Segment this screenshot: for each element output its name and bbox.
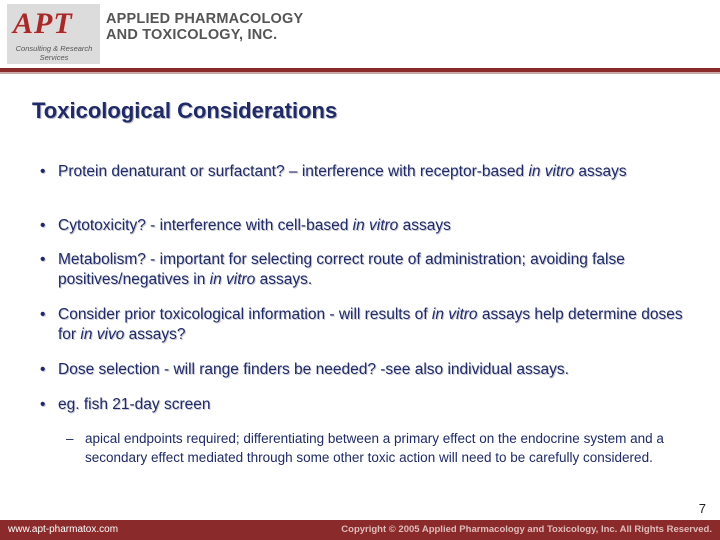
footer-url[interactable]: www.apt-pharmatox.com — [8, 524, 119, 535]
emphasis-text: in vitro — [528, 163, 575, 180]
logo-tagline-line2: Services — [39, 53, 69, 62]
sub-bullet-dash: – — [66, 431, 74, 446]
emphasis-text: in vitro — [352, 217, 399, 234]
footer-copyright: Copyright © 2005 Applied Pharmacology and Toxicology, Inc. All Rights Reserved. — [341, 524, 712, 535]
slide-title: Toxicological Considerations — [32, 98, 338, 123]
company-name-line1: APPLIED PHARMACOLOGY — [106, 11, 304, 27]
company-name-line2: AND TOXICOLOGY, INC. — [106, 27, 278, 43]
bullet-item — [40, 360, 690, 380]
bullet-dot: • — [40, 396, 46, 413]
emphasis-text: in vitro — [209, 271, 256, 288]
logo-mark: APT — [13, 7, 73, 40]
logo-tagline-line1: Consulting & Research — [15, 44, 93, 53]
bullet-item — [40, 250, 690, 290]
footer-bar — [0, 520, 720, 540]
bullet-dot: • — [40, 361, 46, 378]
bullet-item — [40, 395, 690, 415]
bullet-item — [40, 162, 690, 182]
company-name — [106, 11, 303, 43]
page-number: 7 — [698, 501, 706, 516]
bullet-dot: • — [40, 163, 46, 180]
sub-bullet — [66, 429, 686, 467]
bullet-text: Dose selection - will range finders be needed? -see also individual assays. — [58, 361, 569, 378]
emphasis-text: in vivo — [80, 326, 125, 343]
bullet-dot: • — [40, 217, 46, 234]
logo-tagline — [10, 44, 98, 62]
sub-bullet-text: apical endpoints required; differentiating between a primary effect on the endocrine system and a secondary effect mediated through some other toxic action will need to be carefully considered. — [85, 431, 664, 465]
bullet-text: Protein denaturant or surfactant? – interference with receptor-based in vitro assays — [58, 163, 627, 180]
bullet-text: Metabolism? - important for selecting correct route of administration; avoiding false positives/negatives in in vitro assays. — [58, 251, 625, 288]
emphasis-text: in vitro — [431, 306, 478, 323]
company-logo — [7, 4, 100, 64]
bullet-dot: • — [40, 251, 46, 268]
bullet-text: Cytotoxicity? - interference with cell-based in vitro assays — [58, 217, 451, 234]
bullet-item — [40, 305, 690, 345]
bullet-text: eg. fish 21-day screen — [58, 396, 211, 413]
header-divider-shadow — [0, 72, 720, 74]
bullet-text: Consider prior toxicological information - will results of in vitro assays help determine doses for in vivo assays? — [58, 306, 683, 343]
bullet-item — [40, 216, 690, 236]
bullet-dot: • — [40, 306, 46, 323]
